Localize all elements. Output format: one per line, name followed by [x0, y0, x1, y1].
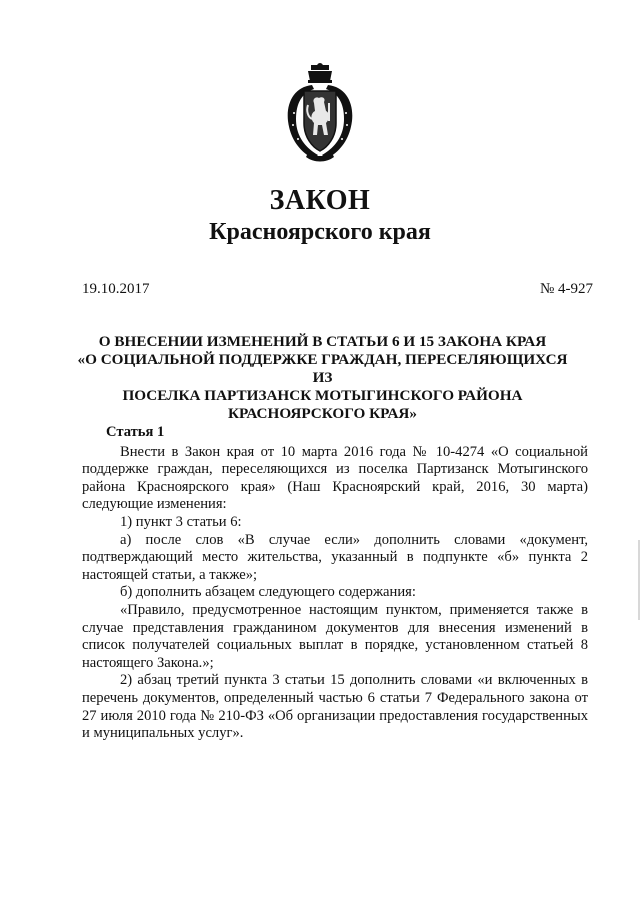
heading-line: О ВНЕСЕНИИ ИЗМЕНЕНИЙ В СТАТЬИ 6 И 15 ЗАКОНА КРАЯ: [98, 333, 547, 350]
heading-line: «О СОЦИАЛЬНОЙ ПОДДЕРЖКЕ ГРАЖДАН, ПЕРЕСЕЛЯЮЩИХСЯ ИЗ: [77, 351, 568, 386]
document-title: ЗАКОН: [269, 185, 371, 216]
law-heading: [70, 333, 575, 423]
heading-line: КРАСНОЯРСКОГО КРАЯ»: [227, 405, 417, 422]
heading-line: ПОСЕЛКА ПАРТИЗАНСК МОТЫГИНСКОГО РАЙОНА: [122, 387, 523, 404]
paragraph: а) после слов «В случае если» дополнить словами «документ, подтверждающий место жительства, указанный в подпункте «б» пункта 2 настоящей статьи, а также»;: [82, 531, 588, 583]
paragraph: б) дополнить абзацем следующего содержания:: [120, 584, 416, 601]
document-date: 19.10.2017: [82, 281, 150, 297]
paragraph: Внести в Закон края от 10 марта 2016 года № 10-4274 «О социальной поддержке граждан, переселяющихся из поселка Партизанск Мотыгинского района Красноярского края» (Наш Красноярский край, 2016, 30 марта) следующие изменения:: [82, 443, 588, 513]
article-title: Статья 1: [106, 424, 165, 440]
paragraph: «Правило, предусмотренное настоящим пунктом, применяется также в случае представления гражданином документов для внесения изменений в список получателей социальных выплат в порядке, установленном статьей 8 настоящего Закона.»;: [82, 601, 588, 671]
document-body: [82, 424, 588, 743]
document-subtitle: Красноярского края: [209, 219, 431, 245]
paragraph: 1) пункт 3 статьи 6:: [120, 513, 242, 530]
document-number: № 4-927: [539, 281, 593, 297]
paragraph: 2) абзац третий пункта 3 статьи 15 дополнить словами «и включенных в перечень документов, определенный частью 6 статьи 7 Федерального закона от 27 июля 2010 года № 210-ФЗ «Об организации предоставления государственных и муниципальных услуг».: [82, 672, 588, 742]
coat-of-arms-icon: [284, 63, 356, 167]
